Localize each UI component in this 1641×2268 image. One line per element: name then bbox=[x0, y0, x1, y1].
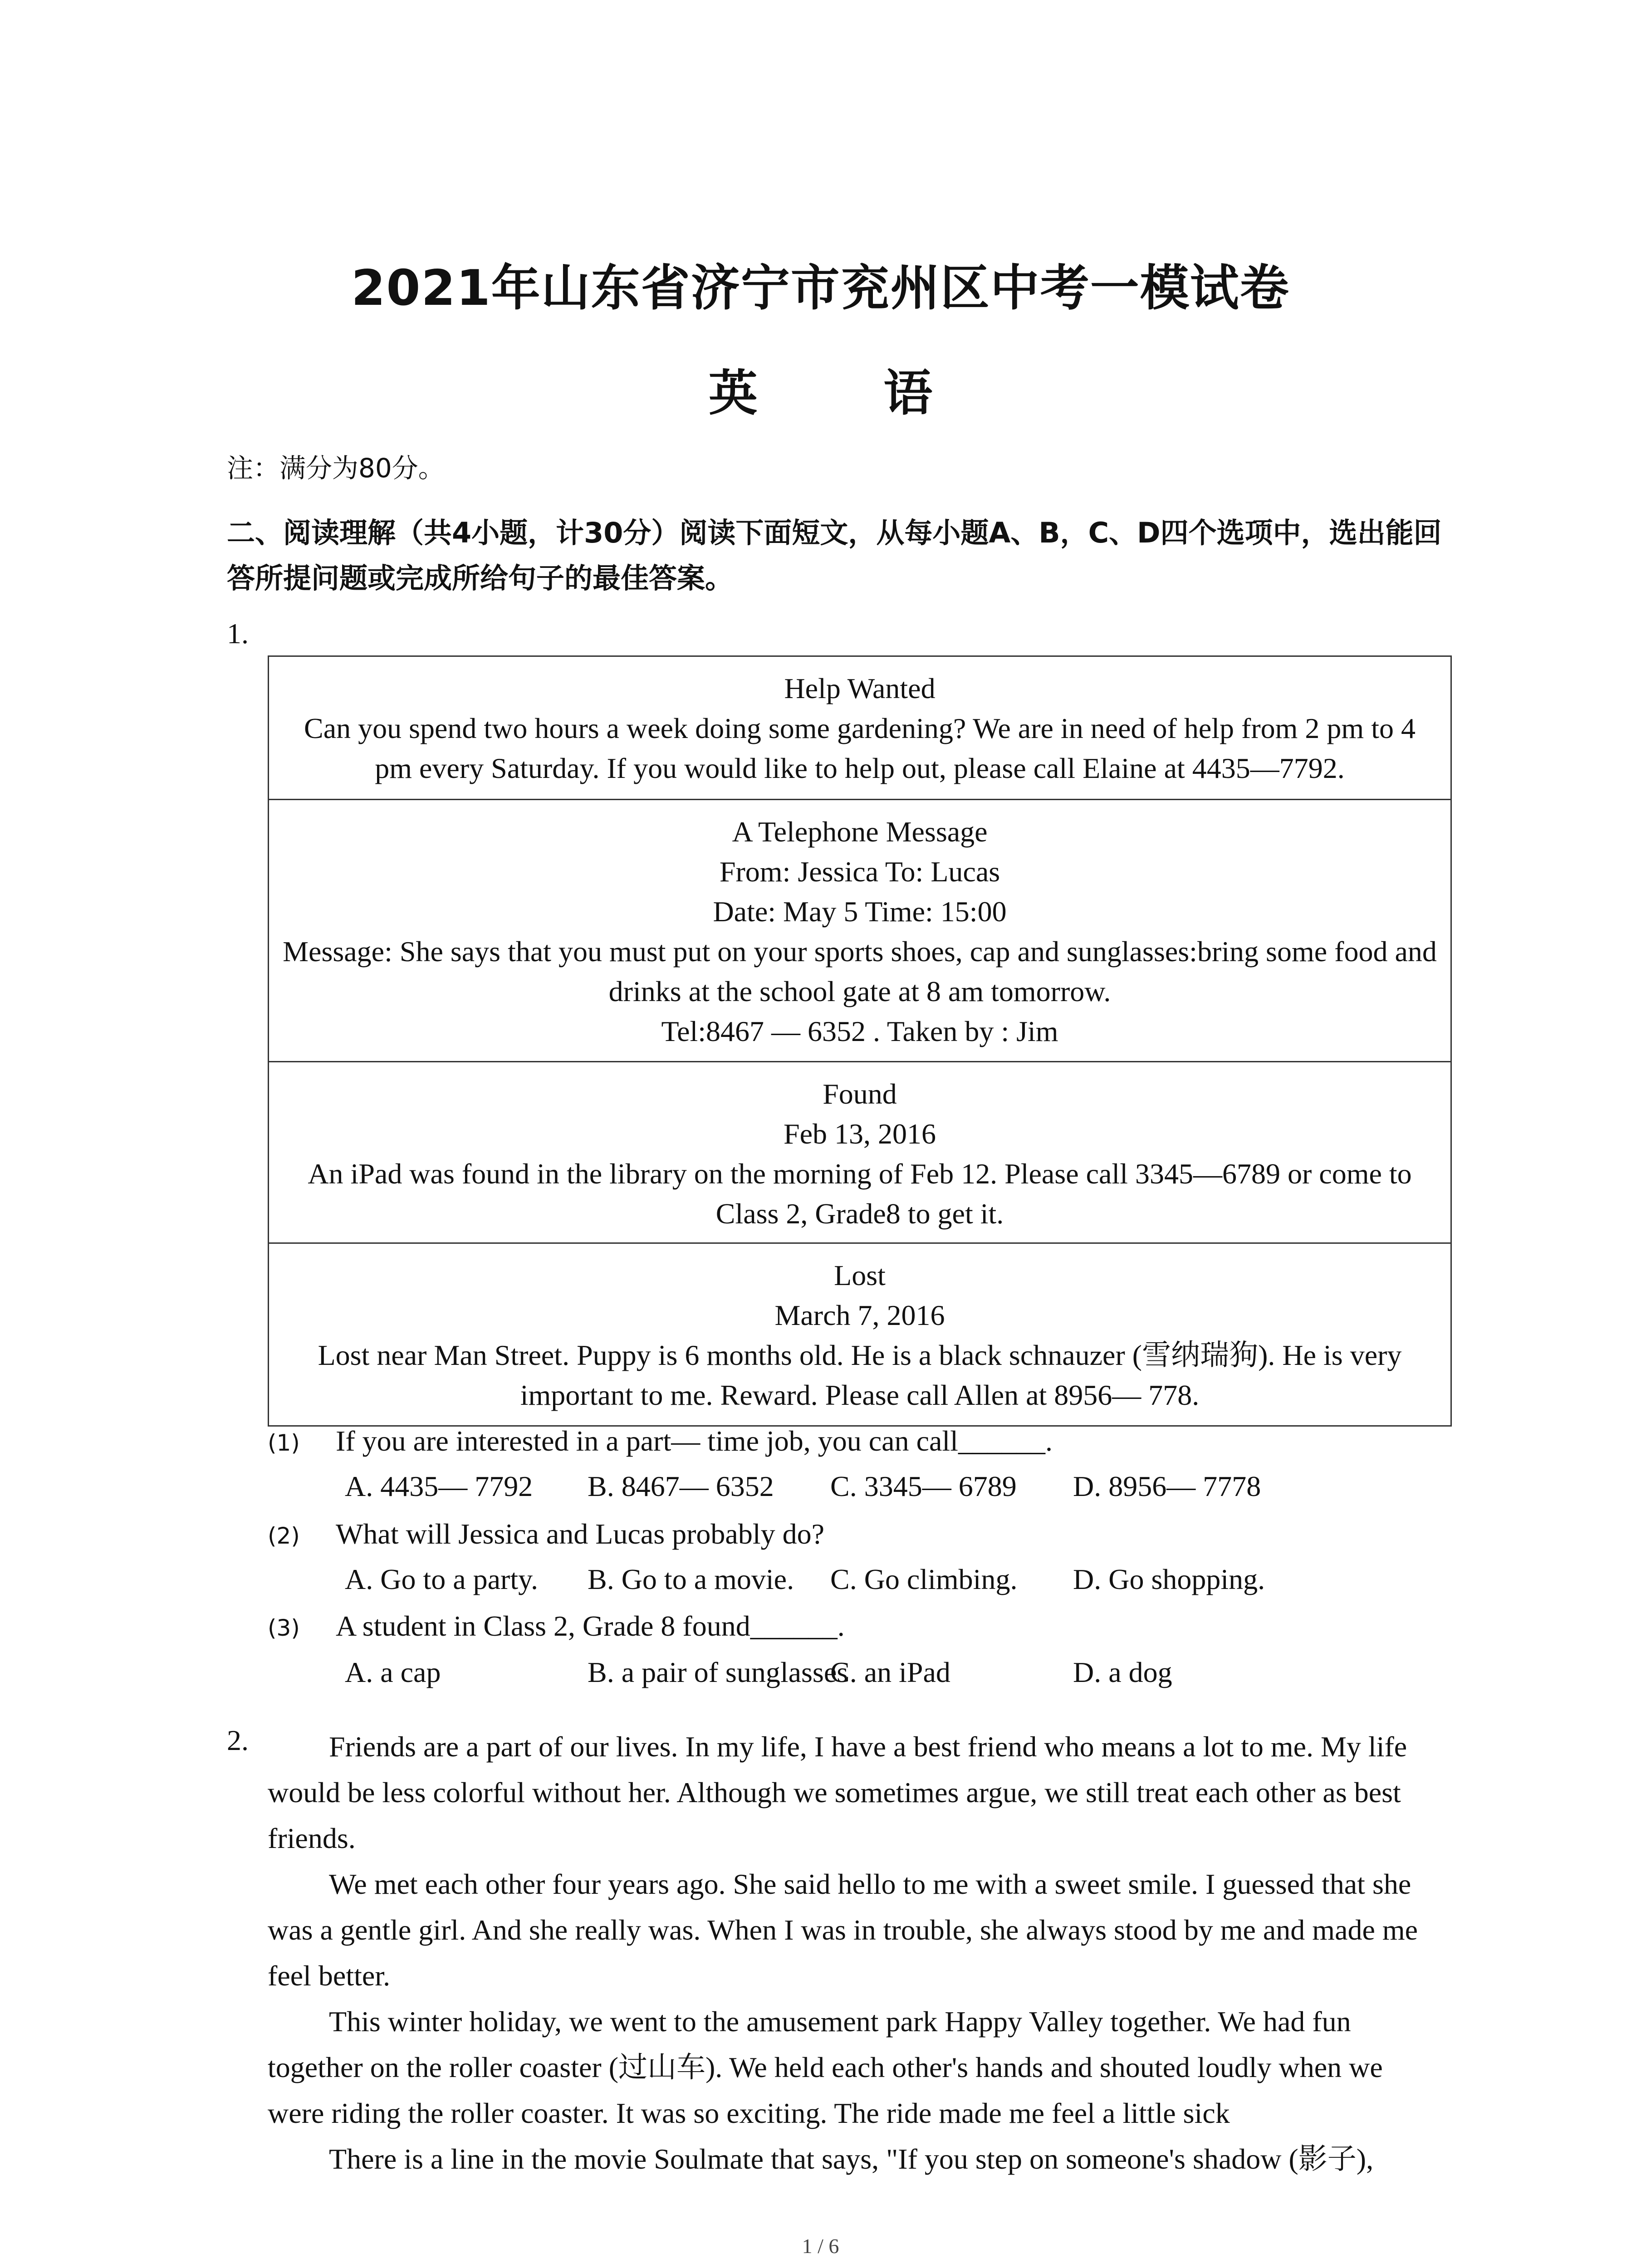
options-row bbox=[345, 1656, 1434, 1701]
notice-telephone-message bbox=[269, 800, 1450, 1062]
notice-help-wanted bbox=[269, 657, 1450, 800]
option-b[interactable]: B. 8467— 6352 bbox=[588, 1470, 774, 1502]
option-d[interactable]: D. a dog bbox=[1073, 1656, 1172, 1688]
subquestion-number: (1) bbox=[268, 1430, 300, 1456]
options-row bbox=[345, 1563, 1434, 1608]
subquestion bbox=[268, 1609, 845, 1643]
option-a[interactable]: A. a cap bbox=[345, 1656, 441, 1688]
option-c[interactable]: C. an iPad bbox=[830, 1656, 950, 1688]
subquestion-number: (3) bbox=[268, 1615, 300, 1641]
subject-title: 英 语 bbox=[708, 365, 987, 422]
notice-line: Tel:8467 — 6352 . Taken by : Jim bbox=[661, 1015, 1058, 1047]
subquestion-number: (2) bbox=[268, 1523, 300, 1549]
question-number: 2. bbox=[227, 1724, 249, 1756]
subquestion bbox=[268, 1424, 1053, 1458]
notice-line: Can you spend two hours a week doing some gardening? We are in need of help from 2 pm to 4 pm every Saturday. If you would like to help out, please call Elaine at 4435—7792. bbox=[304, 712, 1416, 784]
option-d[interactable]: D. Go shopping. bbox=[1073, 1563, 1265, 1595]
notice-line: From: Jessica To: Lucas bbox=[719, 855, 1000, 888]
passage-paragraph: Friends are a part of our lives. In my life, I have a best friend who means a lot to me. My life would be less colorful without her. Although we sometimes argue, we still treat each other as best friends. bbox=[268, 1730, 1407, 1854]
option-d[interactable]: D. 8956— 7778 bbox=[1073, 1470, 1261, 1502]
question-number: 1. bbox=[227, 617, 249, 650]
subquestion-text: A student in Class 2, Grade 8 found______. bbox=[336, 1610, 845, 1642]
options-row bbox=[345, 1470, 1434, 1515]
notice-table bbox=[268, 655, 1452, 1427]
passage-paragraph: We met each other four years ago. She said hello to me with a sweet smile. I guessed that she was a gentle girl. And she really was. When I was in trouble, she always stood by me and made me feel better. bbox=[268, 1868, 1418, 1992]
notice-line: Message: She says that you must put on your sports shoes, cap and sunglasses:bring some food and drinks at the school gate at 8 am tomorrow. bbox=[283, 935, 1437, 1007]
option-b[interactable]: B. a pair of sunglasses bbox=[588, 1656, 848, 1688]
passage-paragraph: This winter holiday, we went to the amusement park Happy Valley together. We had fun together on the roller coaster (过山车). We held each other's hands and shouted loudly when we were riding the roller coaster. It was so exciting. The ride made me feel a little sick bbox=[268, 2005, 1383, 2129]
notice-line: March 7, 2016 bbox=[774, 1299, 945, 1331]
option-b[interactable]: B. Go to a movie. bbox=[588, 1563, 794, 1595]
notice-line: Lost near Man Street. Puppy is 6 months old. He is a black schnauzer (雪纳瑞狗). He is very important to me. Reward. Please call Allen at 8956— 778. bbox=[318, 1339, 1402, 1411]
notice-found bbox=[269, 1062, 1450, 1244]
notice-line: Date: May 5 Time: 15:00 bbox=[713, 895, 1007, 928]
option-a[interactable]: A. 4435— 7792 bbox=[345, 1470, 533, 1502]
notice-line: Feb 13, 2016 bbox=[784, 1118, 936, 1150]
notice-line: Lost bbox=[834, 1259, 886, 1291]
subquestion-text: What will Jessica and Lucas probably do? bbox=[336, 1518, 824, 1550]
section-heading: 二、阅读理解（共4小题，计30分）阅读下面短文，从每小题A、B，C、D四个选项中，选出能回答所提问题或完成所给句子的最佳答案。 bbox=[227, 516, 1442, 595]
subquestion bbox=[268, 1517, 824, 1551]
notice-line: An iPad was found in the library on the morning of Feb 12. Please call 3345—6789 or come to Class 2, Grade8 to get it. bbox=[308, 1158, 1412, 1230]
notice-line: Found bbox=[823, 1078, 897, 1110]
notice-line: Help Wanted bbox=[784, 672, 936, 704]
subquestion-text: If you are interested in a part— time job, you can call______. bbox=[336, 1425, 1053, 1457]
reading-passage bbox=[268, 1724, 1443, 2182]
option-a[interactable]: A. Go to a party. bbox=[345, 1563, 538, 1595]
passage-paragraph: There is a line in the movie Soulmate that says, "If you step on someone's shadow (影子), bbox=[329, 2143, 1374, 2175]
option-c[interactable]: C. 3345— 6789 bbox=[830, 1470, 1017, 1502]
page-number: 1 / 6 bbox=[802, 2234, 839, 2258]
score-note: 注：满分为80分。 bbox=[227, 453, 445, 484]
exam-title: 2021年山东省济宁市兖州区中考一模试卷 bbox=[351, 260, 1290, 317]
notice-line: A Telephone Message bbox=[732, 816, 988, 848]
option-c[interactable]: C. Go climbing. bbox=[830, 1563, 1018, 1595]
notice-lost bbox=[269, 1244, 1450, 1425]
